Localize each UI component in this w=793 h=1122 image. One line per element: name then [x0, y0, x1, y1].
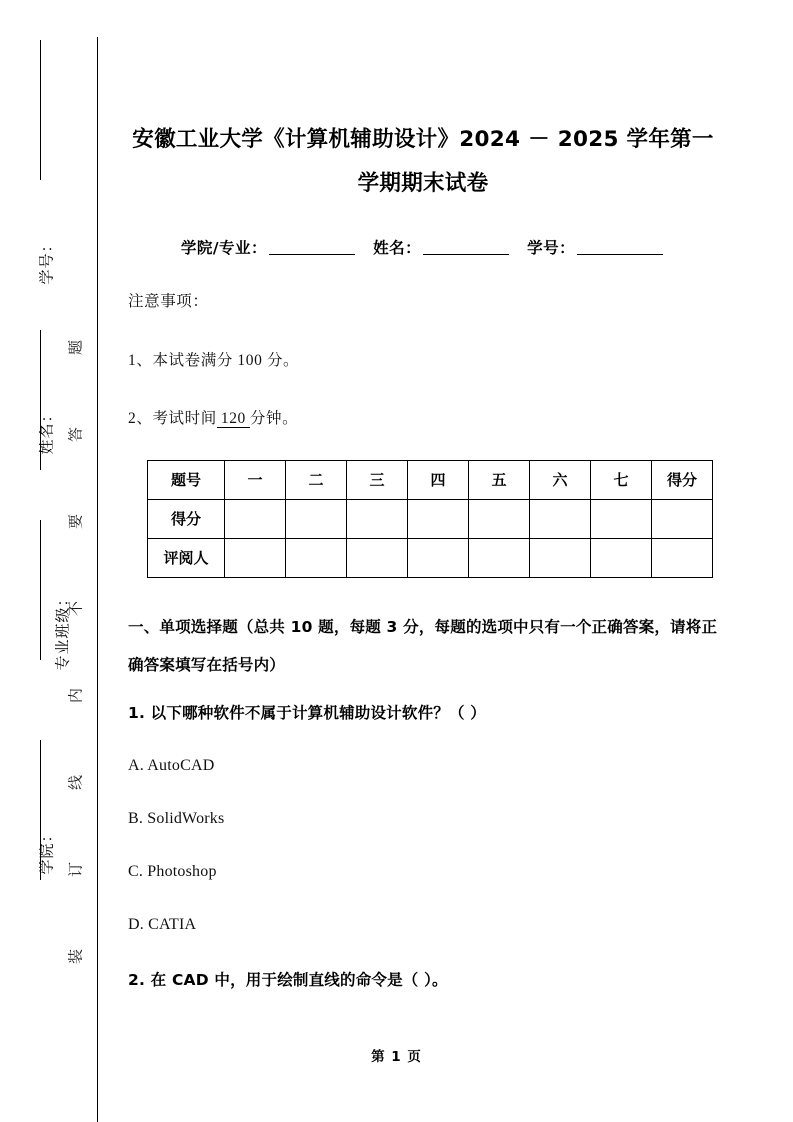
note-item-2-prefix: 2、考试时间	[128, 410, 217, 427]
table-cell: 三	[347, 460, 408, 499]
college-major-label: 学院/专业：	[180, 239, 268, 257]
table-row	[148, 538, 713, 577]
score-input-cell[interactable]	[347, 499, 408, 538]
page-title: 安徽工业大学《计算机辅助设计》2024 － 2025 学年第一学期期末试卷	[132, 127, 714, 196]
reviewer-input-cell[interactable]	[408, 538, 469, 577]
table-cell: 七	[591, 460, 652, 499]
table-row	[148, 499, 713, 538]
question-2: 2. 在 CAD 中，用于绘制直线的命令是（ ）。	[128, 971, 448, 989]
seal-field-name	[22, 406, 62, 455]
exam-duration-value: 120	[217, 411, 250, 428]
score-input-cell[interactable]	[469, 499, 530, 538]
page-footer: 第 1 页	[371, 1049, 422, 1065]
score-table	[147, 460, 713, 578]
score-input-cell[interactable]	[652, 499, 713, 538]
seal-char: 装	[68, 949, 85, 965]
table-cell: 一	[225, 460, 286, 499]
reviewer-input-cell[interactable]	[225, 538, 286, 577]
table-cell: 二	[286, 460, 347, 499]
seal-field-college	[22, 826, 62, 875]
seal-field-student-id	[22, 236, 62, 285]
table-row	[148, 460, 713, 499]
question-1-option-b[interactable]: B. SolidWorks	[128, 810, 225, 827]
note-item-2-suffix: 分钟。	[249, 410, 299, 427]
student-identity-fields	[128, 236, 718, 258]
seal-char: 答	[68, 427, 85, 443]
score-input-cell[interactable]	[530, 499, 591, 538]
question-1-option-d[interactable]: D. CATIA	[128, 916, 197, 933]
student-id-label: 学号：	[527, 239, 576, 257]
seal-field-label: 专业班级：	[55, 590, 72, 671]
reviewer-input-cell[interactable]	[591, 538, 652, 577]
exam-content	[128, 0, 718, 989]
table-cell: 六	[530, 460, 591, 499]
reviewer-input-cell[interactable]	[652, 538, 713, 577]
seal-char: 题	[68, 340, 85, 356]
question-1-option-a[interactable]: A. AutoCAD	[128, 757, 215, 774]
reviewer-input-cell[interactable]	[347, 538, 408, 577]
score-input-cell[interactable]	[286, 499, 347, 538]
row-header: 得分	[148, 499, 225, 538]
question-1-option-c[interactable]: C. Photoshop	[128, 863, 217, 880]
name-input[interactable]	[423, 239, 509, 255]
row-header: 评阅人	[148, 538, 225, 577]
table-cell: 得分	[652, 460, 713, 499]
table-cell: 五	[469, 460, 530, 499]
student-id-input[interactable]	[577, 239, 663, 255]
score-input-cell[interactable]	[225, 499, 286, 538]
seal-field-class	[22, 590, 72, 671]
note-item-1: 1、本试卷满分 100 分。	[128, 351, 300, 369]
question-1: 1. 以下哪种软件不属于计算机辅助设计软件？（ ）	[128, 703, 486, 722]
seal-char: 要	[68, 514, 85, 530]
score-input-cell[interactable]	[408, 499, 469, 538]
reviewer-input-cell[interactable]	[286, 538, 347, 577]
seal-inner-text	[62, 340, 92, 1036]
name-label: 姓名：	[373, 239, 422, 257]
notes-heading: 注意事项：	[128, 293, 209, 310]
seal-field-label: 学号：	[39, 236, 56, 285]
seal-char: 订	[68, 862, 85, 878]
seal-vertical-rule	[97, 37, 98, 1122]
college-major-input[interactable]	[269, 239, 355, 255]
seal-field-rule	[40, 40, 41, 180]
row-header: 题号	[148, 460, 225, 499]
seal-char: 线	[68, 775, 85, 791]
seal-field-label: 姓名：	[39, 406, 56, 455]
note-item-2	[128, 411, 718, 428]
section-heading: 一、单项选择题（总共 10 题，每题 3 分，每题的选项中只有一个正确答案，请将正确答案填写在括号内）	[128, 617, 718, 674]
reviewer-input-cell[interactable]	[469, 538, 530, 577]
seal-char: 不	[68, 601, 85, 617]
seal-char: 内	[68, 688, 85, 704]
table-cell: 四	[408, 460, 469, 499]
reviewer-input-cell[interactable]	[530, 538, 591, 577]
seal-field-label: 学院：	[39, 826, 56, 875]
score-input-cell[interactable]	[591, 499, 652, 538]
